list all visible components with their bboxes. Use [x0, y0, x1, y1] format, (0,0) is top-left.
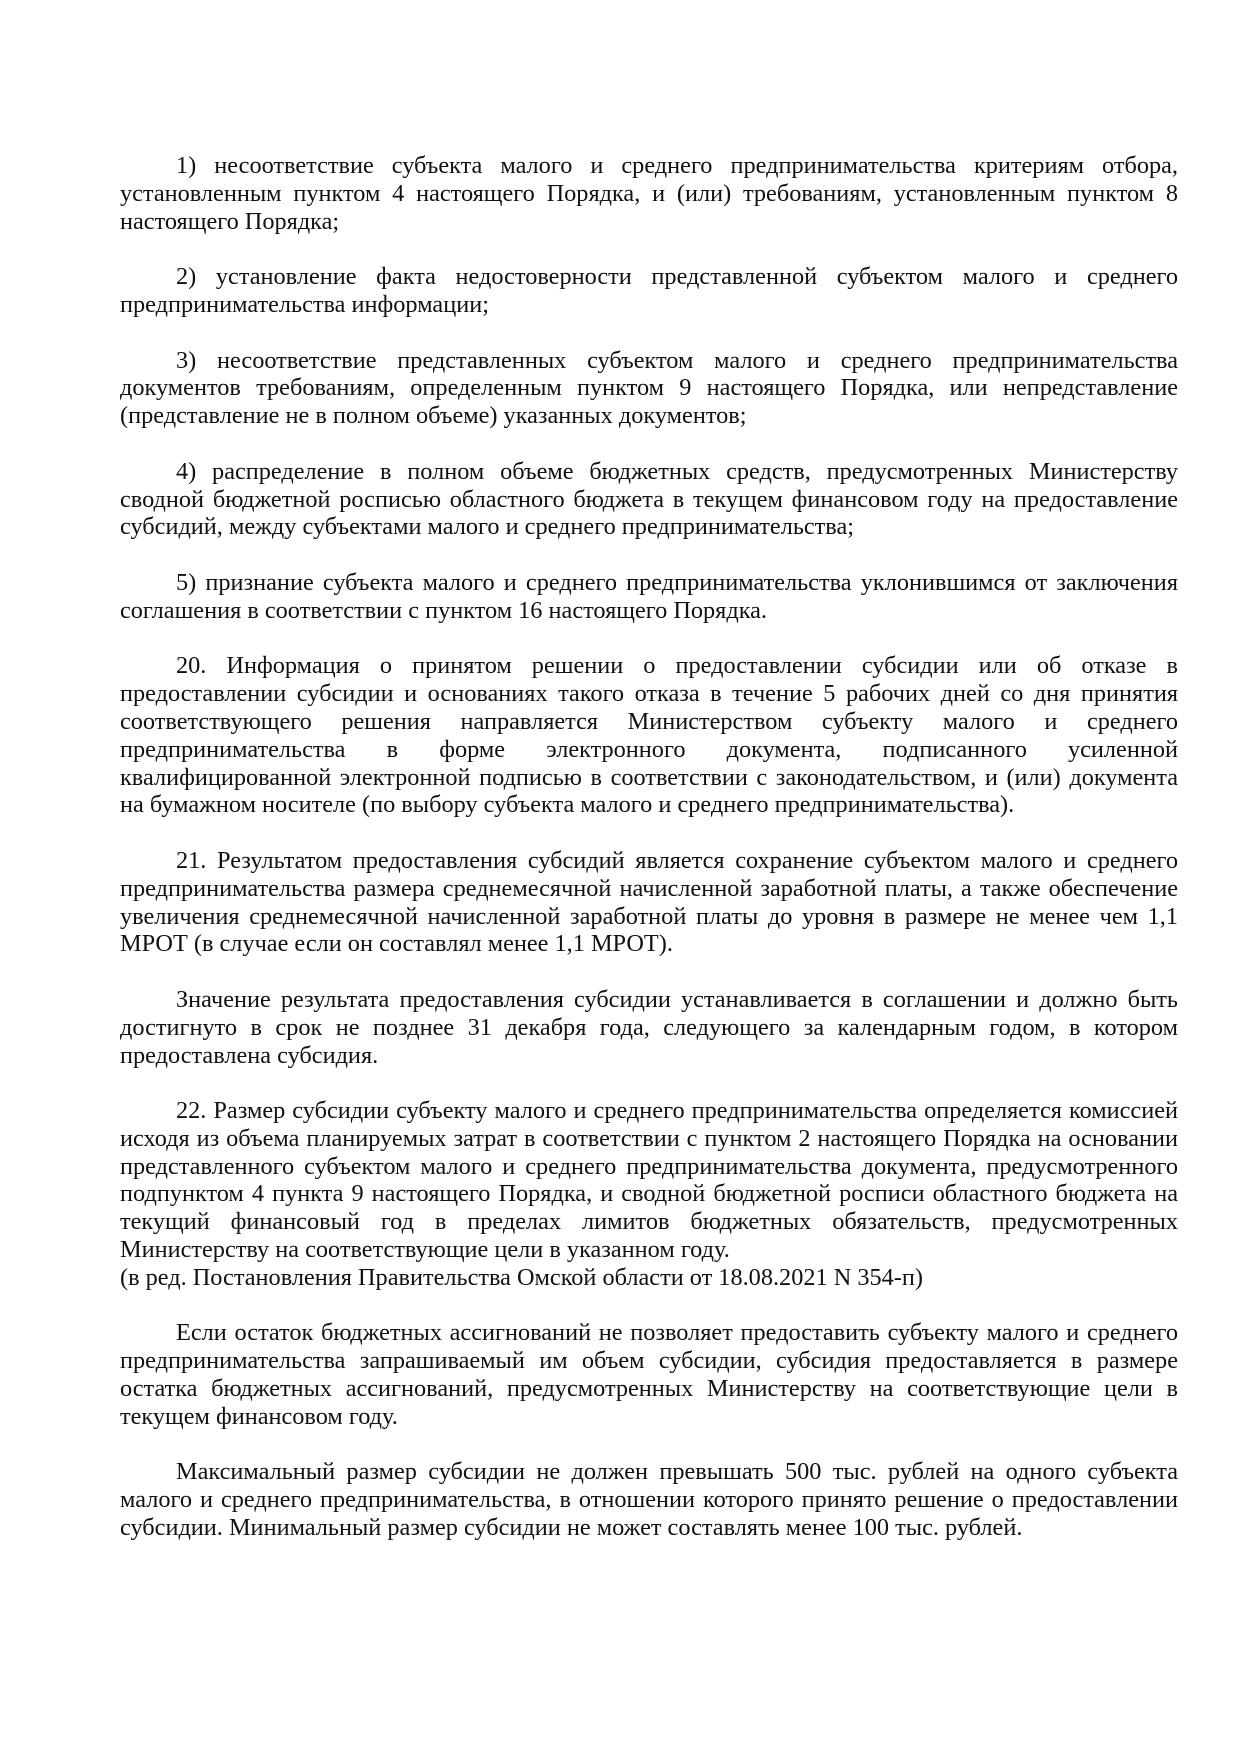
paragraph-item-5: 5) признание субъекта малого и среднего предпринимательства уклонившимся от заключения соглашения в соответствии с пунктом 16 настоящего Порядка.: [120, 568, 1178, 624]
paragraph-item-4: 4) распределение в полном объеме бюджетных средств, предусмотренных Министерству сводной бюджетной росписью областного бюджета в текущем финансовом году на предоставление субсидий, между субъектами малого и среднего предпринимательства;: [120, 457, 1178, 541]
paragraph-item-1: 1) несоответствие субъекта малого и среднего предпринимательства критериям отбора, установленным пунктом 4 настоящего Порядка, и (или) требованиям, установленным пунктом 8 настоящего Порядка;: [120, 152, 1178, 235]
paragraph-21-result-value: Значение результата предоставления субсидии устанавливается в соглашении и должно быть достигнуто в срок не позднее 31 декабря года, следующего за календарным годом, в котором предоставлена субсидия.: [120, 985, 1178, 1069]
paragraph-item-2: 2) установление факта недостоверности представленной субъектом малого и среднего предпринимательства информации;: [120, 263, 1178, 318]
amendment-note: (в ред. Постановления Правительства Омской области от 18.08.2021 N 354-п): [120, 1263, 923, 1291]
paragraph-20: 20. Информация о принятом решении о предоставлении субсидии или об отказе в предоставлении субсидии и основаниях такого отказа в течение 5 рабочих дней со дня принятия соответствующего решения направляется Министерством субъекту малого и среднего предпринимательства в форме электронного документа, подписанного усиленной квалифицированной электронной подписью в соответствии с законодательством, и (или) документа на бумажном носителе (по выбору субъекта малого и среднего предпринимательства).: [120, 652, 1178, 819]
paragraph-21: 21. Результатом предоставления субсидий является сохранение субъектом малого и среднего предпринимательства размера среднемесячной начисленной заработной платы, а также обеспечение увеличения среднемесячной начисленной заработной платы до уровня в размере не менее чем 1,1 МРОТ (в случае если он составлял менее 1,1 МРОТ).: [120, 846, 1178, 958]
document-page: [120, 152, 1178, 1570]
paragraph-22-remainder: Если остаток бюджетных ассигнований не позволяет предоставить субъекту малого и среднего предпринимательства запрашиваемый им объем субсидии, субсидия предоставляется в размере остатка бюджетных ассигнований, предусмотренных Министерству на соответствующие цели в текущем финансовом году.: [120, 1319, 1178, 1430]
paragraph-22: 22. Размер субсидии субъекту малого и среднего предпринимательства определяется комиссией исходя из объема планируемых затрат в соответствии с пунктом 2 настоящего Порядка на основании представленного субъектом малого и среднего предпринимательства документа, предусмотренного подпунктом 4 пункта 9 настоящего Порядка, и сводной бюджетной росписи областного бюджета на текущий финансовый год в пределах лимитов бюджетных обязательств, предусмотренных Министерству на соответствующие цели в указанном году.: [120, 1097, 1178, 1264]
paragraph-item-3: 3) несоответствие представленных субъектом малого и среднего предпринимательства документов требованиям, определенным пунктом 9 настоящего Порядка, или непредставление (представление не в полном объеме) указанных документов;: [120, 346, 1178, 430]
paragraph-22-max-size: Максимальный размер субсидии не должен превышать 500 тыс. рублей на одного субъекта малого и среднего предпринимательства, в отношении которого принято решение о предоставлении субсидии. Минимальный размер субсидии не может составлять менее 100 тыс. рублей.: [120, 1458, 1178, 1542]
